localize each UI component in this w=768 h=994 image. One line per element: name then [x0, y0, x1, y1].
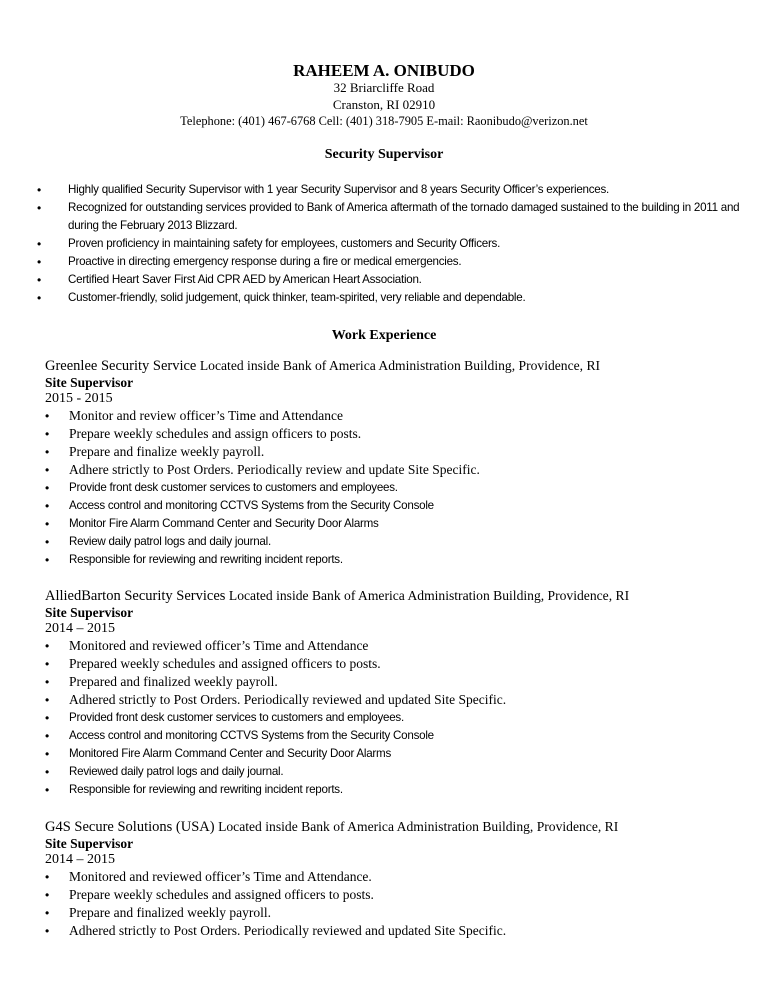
bullet-icon: •: [45, 535, 49, 549]
duty-item: • Adhered strictly to Post Orders. Periodically reviewed and updated Site Specific.: [45, 692, 507, 707]
bullet-icon: •: [45, 747, 49, 761]
duty-item: • Prepared weekly schedules and assigned officers to posts.: [45, 656, 381, 671]
bullet-icon: •: [37, 201, 41, 215]
duty-item: • Adhere strictly to Post Orders. Periodically review and update Site Specific.: [45, 462, 480, 477]
contact-line: Telephone: (401) 467-6768 Cell: (401) 318-7905 E-mail: Raonibudo@verizon.net: [180, 114, 588, 128]
bullet-icon: •: [45, 517, 49, 531]
summary-list: [37, 181, 757, 307]
duty-item: • Monitor Fire Alarm Command Center and Security Door Alarms: [45, 517, 379, 531]
summary-item: • Highly qualified Security Supervisor with 1 year Security Supervisor and 8 years Security Officer’s experiences.: [37, 183, 609, 197]
job-company-line: [45, 587, 745, 605]
bullet-icon: •: [45, 783, 49, 797]
duty-item: • Responsible for reviewing and rewriting incident reports.: [45, 783, 343, 797]
job-company-line: [45, 357, 745, 375]
bullet-icon: •: [45, 481, 49, 495]
duty-item: • Access control and monitoring CCTVS Systems from the Security Console: [45, 499, 434, 513]
work-experience-title: Work Experience: [331, 328, 437, 343]
bullet-icon: •: [45, 693, 50, 707]
duty-item: • Monitored and reviewed officer’s Time and Attendance: [45, 638, 369, 653]
bullet-icon: •: [45, 906, 50, 920]
bullet-icon: •: [37, 291, 41, 305]
bullet-icon: •: [45, 499, 49, 513]
job-duties: [45, 407, 745, 569]
bullet-icon: •: [45, 409, 50, 423]
job-years: 2015 - 2015: [45, 391, 113, 406]
duty-item: • Monitored and reviewed officer’s Time and Attendance.: [45, 869, 372, 884]
job-duties: [45, 637, 745, 799]
job-entry-alliedbarton: [45, 587, 745, 799]
bullet-icon: •: [45, 888, 50, 902]
duty-item: • Prepare weekly schedules and assign officers to posts.: [45, 426, 362, 441]
bullet-icon: •: [45, 765, 49, 779]
bullet-icon: •: [45, 427, 50, 441]
duty-item: • Adhered strictly to Post Orders. Periodically reviewed and updated Site Specific.: [45, 923, 507, 938]
duty-item: • Reviewed daily patrol logs and daily journal.: [45, 765, 284, 779]
company-location: Located inside Bank of America Administration Building, Providence, RI: [218, 819, 619, 834]
summary-item: • Certified Heart Saver First Aid CPR AED by American Heart Association.: [37, 273, 422, 287]
job-duties: [45, 868, 745, 940]
bullet-icon: •: [37, 183, 41, 197]
bullet-icon: •: [45, 675, 50, 689]
bullet-icon: •: [37, 237, 41, 251]
candidate-name: RAHEEM A. ONIBUDO: [293, 61, 475, 80]
address-city: Cranston, RI 02910: [332, 97, 436, 112]
summary-item: • Proactive in directing emergency response during a fire or medical emergencies.: [37, 255, 462, 269]
duty-item: • Responsible for reviewing and rewriting incident reports.: [45, 553, 343, 567]
job-role: Site Supervisor: [45, 605, 134, 620]
duty-item: • Access control and monitoring CCTVS Systems from the Security Console: [45, 729, 434, 743]
duty-item: • Prepared and finalized weekly payroll.: [45, 674, 278, 689]
bullet-icon: •: [45, 870, 50, 884]
summary-item: • Customer-friendly, solid judgement, quick thinker, team-spirited, very reliable and dependable.: [37, 291, 526, 305]
bullet-icon: •: [45, 463, 50, 477]
company-location: Located inside Bank of America Administration Building, Providence, RI: [228, 588, 630, 603]
bullet-icon: •: [37, 255, 41, 269]
company-name: AlliedBarton Security Services: [45, 588, 226, 604]
job-company-line: [45, 818, 745, 836]
address-street: 32 Briarcliffe Road: [333, 80, 435, 95]
summary-title: Security Supervisor: [324, 147, 444, 162]
job-years: 2014 – 2015: [45, 621, 115, 636]
duty-item: • Review daily patrol logs and daily journal.: [45, 535, 271, 549]
summary-item: • Recognized for outstanding services provided to Bank of America aftermath of the tornado damaged sustained to the building in 2011 and during the February 2013 Blizzard.: [37, 201, 740, 232]
bullet-icon: •: [45, 729, 49, 743]
bullet-icon: •: [45, 711, 49, 725]
company-name: G4S Secure Solutions (USA): [45, 819, 215, 835]
company-location: Located inside Bank of America Administration Building, Providence, RI: [199, 358, 601, 373]
job-role: Site Supervisor: [45, 375, 134, 390]
duty-item: • Provide front desk customer services to customers and employees.: [45, 481, 398, 495]
summary-item: • Proven proficiency in maintaining safety for employees, customers and Security Officers.: [37, 237, 501, 251]
bullet-icon: •: [45, 657, 50, 671]
duty-item: • Prepare weekly schedules and assigned officers to posts.: [45, 887, 374, 902]
duty-item: • Monitored Fire Alarm Command Center and Security Door Alarms: [45, 747, 391, 761]
company-name: Greenlee Security Service: [45, 358, 197, 374]
bullet-icon: •: [45, 924, 50, 938]
duty-item: • Prepare and finalize weekly payroll.: [45, 444, 265, 459]
bullet-icon: •: [45, 445, 50, 459]
bullet-icon: •: [45, 639, 50, 653]
duty-item: • Provided front desk customer services to customers and employees.: [45, 711, 404, 725]
bullet-icon: •: [37, 273, 41, 287]
duty-item: • Prepare and finalized weekly payroll.: [45, 905, 272, 920]
job-entry-g4s: [45, 818, 745, 940]
job-entry-greenlee: [45, 357, 745, 569]
job-years: 2014 – 2015: [45, 852, 115, 867]
duty-item: • Monitor and review officer’s Time and Attendance: [45, 408, 343, 423]
job-role: Site Supervisor: [45, 836, 134, 851]
bullet-icon: •: [45, 553, 49, 567]
